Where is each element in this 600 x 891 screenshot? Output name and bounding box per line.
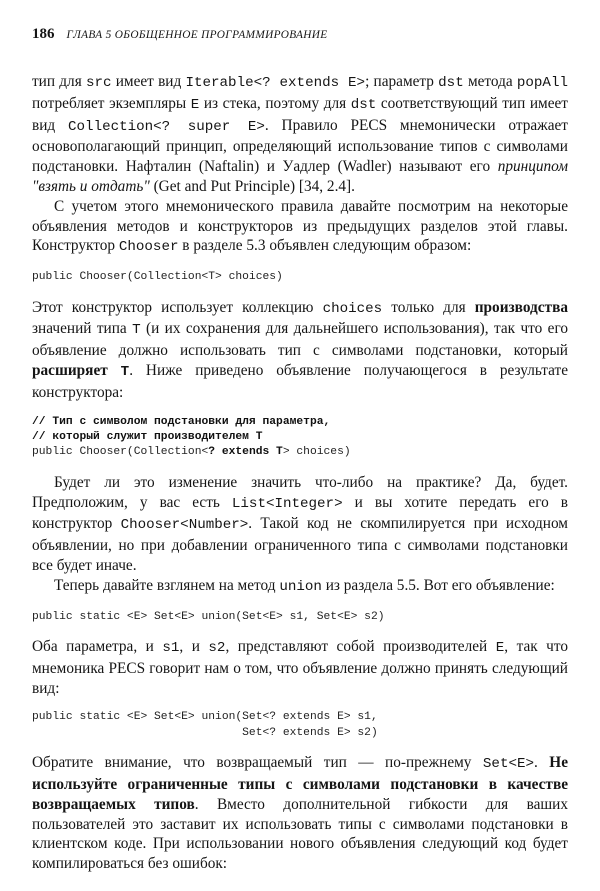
inline-code: Iterable<? extends E> (185, 75, 366, 91)
bold-term: расширяет (32, 361, 108, 379)
inline-code: union (279, 578, 322, 595)
code-block-union-wildcard (32, 710, 568, 741)
code-comment: // который служит производителем T (32, 430, 263, 443)
code-block-wildcard-chooser (32, 415, 568, 461)
inline-code: src (85, 75, 112, 91)
text: в разделе 5.3 объявлен следующим образом: (178, 237, 472, 255)
paragraph-practice (32, 473, 568, 576)
inline-code: s2 (208, 639, 226, 656)
paragraph-constructor (32, 298, 568, 403)
code-text: > choices) (282, 446, 351, 459)
inline-code: dst (438, 75, 464, 91)
code-block-chooser: public Chooser(Collection<T> choices) (32, 271, 283, 284)
paragraph-return-type (32, 753, 568, 874)
text: и вы хотите передать его в конструктор (32, 493, 568, 533)
text: метода (463, 73, 517, 90)
text: С учетом этого мнемонического правила давайте посмотрим на некоторые объявления методов и конструкторов из предыдущих разделов этой главы. Конструктор (32, 197, 568, 255)
inline-code: T (132, 322, 141, 339)
text: . Такой код не скомпилируется при исходном объявлении, но при добавлении ограниченного типа с символами подстановки все будет иначе. (32, 515, 568, 574)
text: Этот конструктор использует коллекцию (32, 298, 323, 316)
text: Обратите внимание, что возвращаемый тип — по-прежнему (32, 754, 483, 772)
text: имеет вид (111, 73, 186, 90)
text: Оба параметра, и (32, 637, 163, 655)
bold-term: производства (474, 298, 568, 316)
code-line (32, 445, 568, 460)
text: из стека, поэтому для (199, 94, 351, 112)
inline-code: E (495, 639, 505, 656)
inline-code: E (190, 96, 200, 113)
text: Теперь давайте взглянем на метод (54, 576, 280, 594)
italic-term: принципом "взять и отдать" (32, 158, 568, 195)
text: ; параметр (365, 73, 439, 90)
text: , и (179, 637, 209, 655)
code-line: Set<? extends E> s2) (32, 726, 378, 739)
inline-code: dst (350, 96, 377, 113)
text: . Правило PECS мнемонически отражает основополагающий принцип, определяющий использование типов с символами подстановки. Нафталин (Naftalin) и Уадлер (Wadler) называют его (32, 116, 568, 176)
code-comment: // Тип с символом подстановки для параметра, (32, 415, 331, 428)
text: , представляют собой производителей (225, 637, 496, 655)
bold-term: Не используйте ограниченные типы с символами подстановки в качестве возвращаемых типов (32, 754, 568, 813)
text: только для (382, 298, 475, 316)
text: из раздела 5.5. Вот его объявление: (321, 576, 555, 594)
code-line: public static <E> Set<E> union(Set<? extends E> s1, (32, 711, 378, 724)
text: потребляет экземпляры (32, 94, 191, 112)
text: . Ниже приведено объявление получающегося в результате конструктора: (32, 361, 568, 401)
text: . (534, 754, 550, 772)
text (108, 362, 121, 379)
text: (и их сохранения для дальнейшего использования), так что его объявление должно использовать тип с символами подстановки, который (32, 320, 568, 360)
code-bold: ? extends T (208, 446, 283, 459)
running-title: ГЛАВА 5 ОБОБЩЕННОЕ ПРОГРАММИРОВАНИЕ (66, 29, 328, 41)
text: значений типа (32, 320, 133, 338)
paragraph-producers (32, 637, 568, 698)
code-text: public Chooser(Collection< (32, 446, 209, 459)
inline-code: Collection<? super E> (68, 118, 265, 135)
text: , так что мнемоника PECS говорит нам о том, что объявление должно принять следующий вид: (32, 637, 568, 697)
bold-code: T (120, 363, 130, 380)
text: тип для (32, 73, 86, 90)
paragraph-mnemonic (32, 197, 568, 258)
paragraph-union (32, 576, 568, 598)
paragraph-pecs-intro (32, 72, 568, 197)
text: Будет ли это изменение значить что-либо на практике? Да, будет. Предположим, у вас есть (32, 473, 568, 511)
inline-code: popAll (516, 75, 568, 91)
text: . Вместо дополнительной гибкости для ваших пользователей это заставит их использовать типы с символами подстановки в клиентском коде. При использовании нового объявления следующий код будет компилироваться без ошибок: (32, 795, 568, 873)
inline-code: s1 (162, 639, 180, 656)
inline-code: Chooser (118, 239, 179, 256)
text: (Get and Put Principle) [34, 2.4]. (149, 177, 355, 195)
code-block-union: public static <E> Set<E> union(Set<E> s1, Set<E> s2) (32, 610, 385, 623)
inline-code: Chooser<Number> (120, 517, 249, 534)
page-header (32, 26, 568, 54)
page-number: 186 (32, 26, 55, 42)
inline-code: choices (322, 300, 383, 317)
inline-code: Set<E> (482, 756, 535, 773)
text: соответствующий тип имеет вид (32, 94, 568, 134)
inline-code: List<Integer> (231, 495, 343, 512)
